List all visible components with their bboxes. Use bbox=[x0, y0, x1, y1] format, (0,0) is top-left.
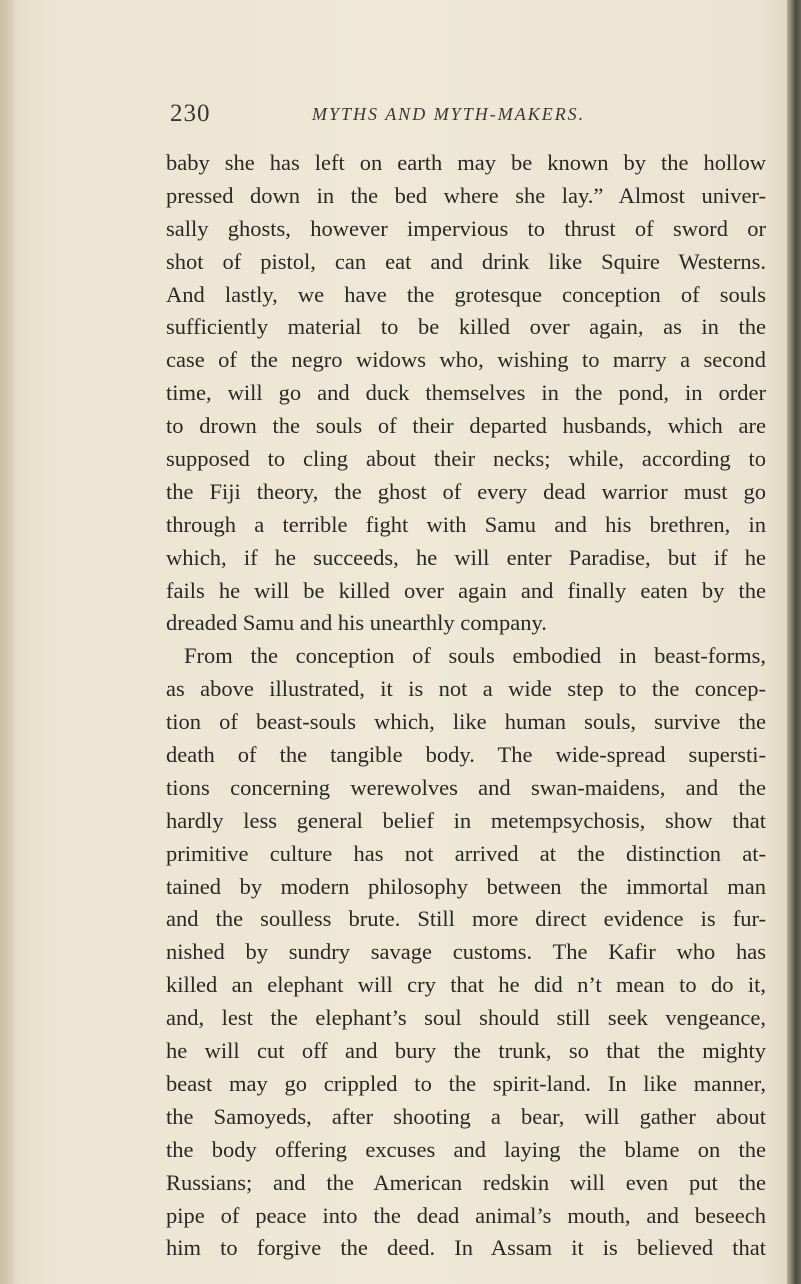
text-line: as above illustrated, it is not a wide step to the concep- bbox=[166, 676, 766, 702]
text-line: baby she has left on earth may be known by the hollow bbox=[166, 150, 766, 175]
text-line: pipe of peace into the dead animal’s mouth, and beseech bbox=[166, 1202, 766, 1228]
text-line: nished by sundry savage customs. The Kafir who has bbox=[166, 939, 766, 965]
text-line: him to forgive the deed. In Assam it is believed that bbox=[166, 1235, 766, 1261]
text-line: tions concerning werewolves and swan-maidens, and the bbox=[166, 774, 766, 800]
text-line: supposed to cling about their necks; while, according to bbox=[166, 446, 766, 472]
text-line: and the soulless brute. Still more direct evidence is fur- bbox=[166, 906, 766, 932]
text-line: and, lest the elephant’s soul should still seek vengeance, bbox=[166, 1005, 766, 1031]
text-line: the body offering excuses and laying the blame on the bbox=[166, 1136, 766, 1162]
text-line: primitive culture has not arrived at the distinction at- bbox=[166, 840, 766, 866]
text-line: Russians; and the American redskin will even put the bbox=[166, 1169, 766, 1195]
text-line: death of the tangible body. The wide-spread supersti- bbox=[166, 742, 766, 768]
text-line: he will cut off and bury the trunk, so that the mighty bbox=[166, 1038, 766, 1064]
text-line: case of the negro widows who, wishing to marry a second bbox=[166, 347, 766, 373]
page-gutter-shadow bbox=[0, 0, 14, 1284]
text-line: sally ghosts, however impervious to thrust of sword or bbox=[166, 215, 766, 241]
text-line: pressed down in the bed where she lay.” Almost univer- bbox=[166, 182, 766, 208]
text-line: to drown the souls of their departed husbands, which are bbox=[166, 413, 766, 439]
text-line: And lastly, we have the grotesque conception of souls bbox=[166, 281, 766, 307]
body-text bbox=[166, 147, 766, 1265]
text-line: hardly less general belief in metempsychosis, show that bbox=[166, 807, 766, 833]
text-line: shot of pistol, can eat and drink like Squire Westerns. bbox=[166, 248, 766, 274]
text-line: tion of beast-souls which, like human souls, survive the bbox=[166, 709, 766, 735]
text-line: fails he will be killed over again and finally eaten by the bbox=[166, 577, 766, 603]
text-line: the Fiji theory, the ghost of every dead warrior must go bbox=[166, 478, 766, 504]
text-line: through a terrible fight with Samu and his brethren, in bbox=[166, 511, 766, 537]
text-line: which, if he succeeds, he will enter Paradise, but if he bbox=[166, 544, 766, 570]
running-head: MYTHS AND MYTH-MAKERS. bbox=[312, 104, 586, 124]
text-line: time, will go and duck themselves in the pond, in order bbox=[166, 380, 766, 406]
text-line: tained by modern philosophy between the immortal man bbox=[166, 873, 766, 899]
page-edge-shadow bbox=[787, 0, 801, 1284]
text-line: dreaded Samu and his unearthly company. bbox=[166, 610, 547, 636]
paragraph-first-line: From the conception of souls embodied in beast-forms, bbox=[184, 643, 766, 669]
text-line: the Samoyeds, after shooting a bear, will gather about bbox=[166, 1103, 766, 1129]
text-line: beast may go crippled to the spirit-land. In like manner, bbox=[166, 1070, 766, 1096]
text-line: sufficiently material to be killed over again, as in the bbox=[166, 314, 766, 340]
page-number: 230 bbox=[170, 100, 211, 127]
page-header bbox=[170, 100, 730, 136]
text-line: killed an elephant will cry that he did n’t mean to do it, bbox=[166, 972, 766, 998]
